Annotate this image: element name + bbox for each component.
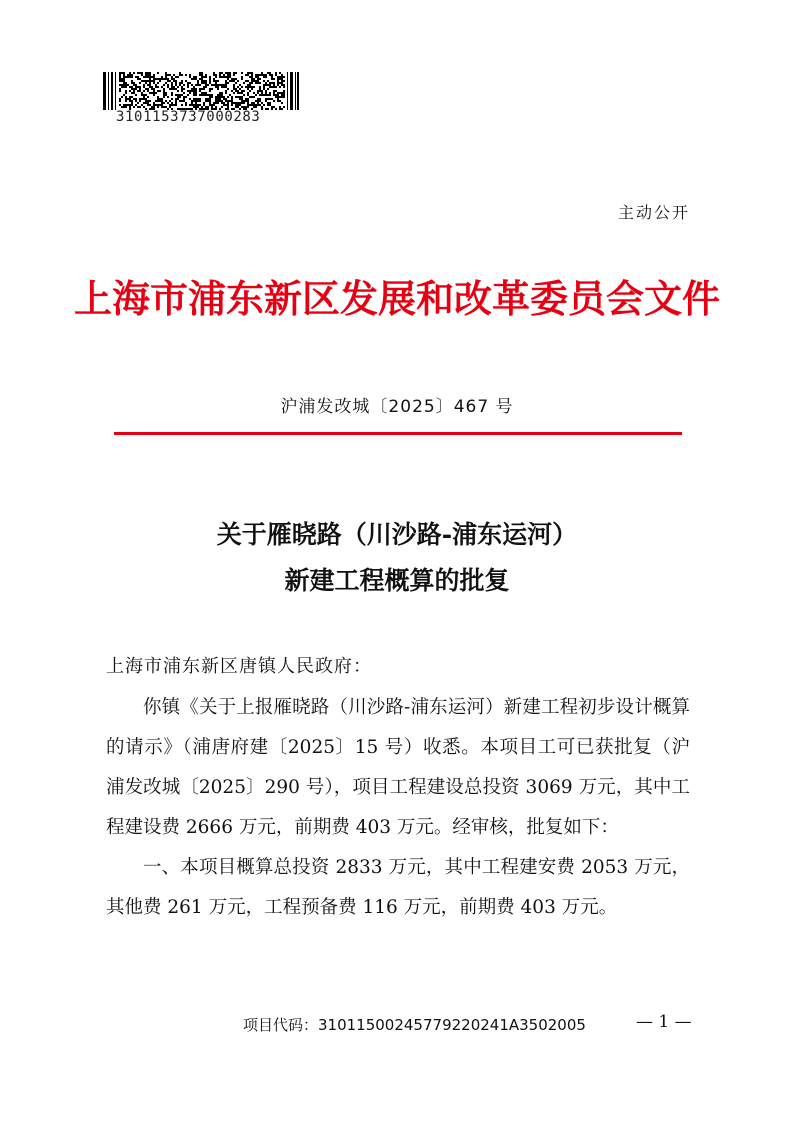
barcode-number: 3101153737000283 (116, 109, 261, 125)
disclosure-label: 主动公开 (617, 203, 690, 222)
addressee: 上海市浦东新区唐镇人民政府： (106, 656, 372, 677)
project-code: 项目代码：31011500245779220241A3502005 (243, 1016, 586, 1034)
issuing-org-title: 上海市浦东新区发展和改革委员会文件 (73, 276, 720, 321)
document-title (0, 512, 794, 604)
document-title-line-1: 关于雁晓路（川沙路-浦东运河） (216, 520, 578, 549)
barcode (103, 72, 299, 110)
document-title-line-2: 新建工程概算的批复 (284, 566, 510, 595)
body-text (106, 688, 690, 928)
red-divider-line (114, 432, 682, 435)
page-number: — 1 — (636, 1012, 692, 1032)
document-number: 沪浦发改城〔2025〕467 号 (280, 397, 514, 417)
body-paragraph-1: 你镇《关于上报雁晓路（川沙路-浦东运河）新建工程初步设计概算的请示》（浦唐府建〔2025〕15 号）收悉。本项目工可已获批复（沪浦发改城〔2025〕290 号），项目工程建设总投资 3069 万元，其中工程建设费 2666 万元，前期费 403 万元。经审核，批复如下： (106, 697, 690, 838)
body-paragraph-2: 一、本项目概算总投资 2833 万元，其中工程建安费 2053 万元，其他费 261 万元，工程预备费 116 万元，前期费 403 万元。 (106, 857, 690, 918)
